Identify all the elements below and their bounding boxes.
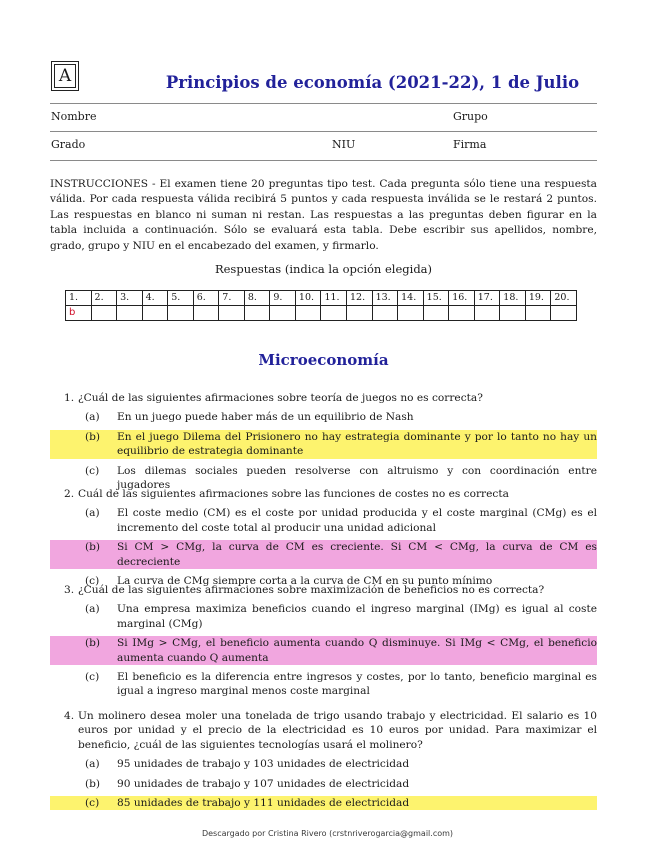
option-a: (a) En un juego puede haber más de un equilibrio de Nash [85, 411, 414, 424]
niu-label: NIU [332, 138, 356, 151]
option-c: (c) Los dilemas sociales pueden resolverse con altruismo y con coordinación entre jugadores [85, 464, 597, 492]
answers-table [65, 290, 577, 321]
exam-title: Principios de economía (2021-22), 1 de Julio [165, 73, 580, 92]
answer-value-cell[interactable] [474, 306, 500, 321]
grupo-label: Grupo [453, 110, 488, 123]
option-b-highlighted: (b) En el juego Dilema del Prisionero no hay estrategia dominante y por lo tanto no hay un equilibrio de estrategia dominante [50, 430, 597, 459]
answer-value-cell[interactable] [270, 306, 296, 321]
header-rule-middle [50, 131, 597, 132]
answer-number-cell: 19. [525, 291, 551, 306]
answer-value-cell[interactable] [423, 306, 449, 321]
answer-number-cell: 3. [117, 291, 143, 306]
firma-label: Firma [453, 138, 487, 151]
answers-caption: Respuestas (indica la opción elegida) [214, 262, 433, 276]
answer-number-cell: 5. [168, 291, 194, 306]
option-a: (a) Una empresa maximiza beneficios cuando el ingreso marginal (IMg) es igual al coste marginal (CMg) [85, 603, 597, 630]
answer-value-cell[interactable] [500, 306, 526, 321]
answer-value-cell[interactable] [219, 306, 245, 321]
answer-number-cell: 18. [500, 291, 526, 306]
section-title: Microeconomía [258, 351, 389, 369]
answer-number-cell: 10. [295, 291, 321, 306]
answer-number-cell: 16. [449, 291, 475, 306]
answer-number-cell: 7. [219, 291, 245, 306]
question-3 [50, 583, 597, 699]
question-4 [50, 709, 597, 810]
answer-value-cell[interactable] [321, 306, 347, 321]
answer-number-cell: 1. [66, 291, 92, 306]
question-text: 4. Un molinero desea moler una tonelada de trigo usando trabajo y electricidad. El salario es 10 euros por unidad y el precio de la electricidad es 10 euros por unidad. Para maximizar el beneficio, ¿cuál de las siguientes tecnologías usará el molinero? [64, 710, 597, 751]
answer-number-cell: 20. [551, 291, 577, 306]
option-c: (c) La curva de CMg siempre corta a la curva de CM en su punto mínimo [85, 575, 493, 588]
answer-value-cell[interactable] [372, 306, 398, 321]
option-b-highlighted: (b) Si CM > CMg, la curva de CM es creciente. Si CM < CMg, la curva de CM es decreciente [50, 540, 597, 569]
answer-value-cell[interactable] [398, 306, 424, 321]
option-c-highlighted: (c) 85 unidades de trabajo y 111 unidades de electricidad [50, 796, 597, 810]
answer-value-cell[interactable] [295, 306, 321, 321]
instructions-paragraph: INSTRUCCIONES - El examen tiene 20 preguntas tipo test. Cada pregunta sólo tiene una respuesta válida. Por cada respuesta válida recibirá 5 puntos y cada respuesta inválida se le restará 2 puntos. Las respuestas en blanco ni suman ni restan. Las respuestas a las preguntas deben figurar en la tabla incluida a continuación. Sólo se evaluará esta tabla. Debe escribir sus apellidos, nombre, grado, grupo y NIU en el encabezado del examen, y firmarlo. [50, 178, 597, 252]
answer-number-cell: 17. [474, 291, 500, 306]
download-footer: Descargado por Cristina Rivero (crstnriverogarcia@gmail.com) [201, 829, 454, 838]
answer-number-cell: 11. [321, 291, 347, 306]
question-text: 1. ¿Cuál de las siguientes afirmaciones sobre teoría de juegos no es correcta? [64, 392, 483, 404]
question-text: 3. ¿Cuál de las siguientes afirmaciones sobre maximización de beneficios no es correcta? [64, 584, 545, 596]
header-rule-top [50, 103, 597, 104]
answer-number-cell: 9. [270, 291, 296, 306]
answer-number-cell: 8. [244, 291, 270, 306]
exam-version-box [51, 61, 79, 91]
option-b: (b) 90 unidades de trabajo y 107 unidades de electricidad [85, 777, 410, 790]
answer-value-cell[interactable]: b [66, 306, 92, 321]
answer-value-cell[interactable] [244, 306, 270, 321]
answers-number-row [66, 291, 577, 306]
answer-value-cell[interactable] [142, 306, 168, 321]
answer-value-cell[interactable] [193, 306, 219, 321]
answer-value-cell[interactable] [168, 306, 194, 321]
answer-number-cell: 6. [193, 291, 219, 306]
option-b-highlighted: (b) Si IMg > CMg, el beneficio aumenta cuando Q disminuye. Si IMg < CMg, el beneficio aumenta cuando Q aumenta [50, 636, 597, 665]
answer-value-cell[interactable] [91, 306, 117, 321]
answer-number-cell: 15. [423, 291, 449, 306]
option-c: (c) El beneficio es la diferencia entre ingresos y costes, por lo tanto, beneficio marginal es igual a ingreso marginal menos coste marginal [85, 671, 597, 698]
question-text: 2. Cuál de las siguientes afirmaciones sobre las funciones de costes no es correcta [64, 488, 509, 500]
answer-value-cell[interactable] [117, 306, 143, 321]
answer-number-cell: 14. [398, 291, 424, 306]
grado-label: Grado [51, 138, 86, 151]
exam-version-letter: A [54, 64, 76, 88]
option-a: (a) 95 unidades de trabajo y 103 unidades de electricidad [85, 758, 410, 771]
answer-number-cell: 2. [91, 291, 117, 306]
question-1 [50, 391, 597, 492]
answer-value-cell[interactable] [449, 306, 475, 321]
option-a: (a) El coste medio (CM) es el coste por unidad producida y el coste marginal (CMg) es el incremento del coste total al producir una unidad adicional [85, 507, 597, 534]
answer-number-cell: 12. [347, 291, 373, 306]
answer-number-cell: 13. [372, 291, 398, 306]
answer-value-cell[interactable] [525, 306, 551, 321]
answer-value-cell[interactable] [347, 306, 373, 321]
answer-number-cell: 4. [142, 291, 168, 306]
header-rule-bottom [50, 160, 597, 161]
nombre-label: Nombre [51, 110, 97, 123]
question-2 [50, 487, 597, 588]
answers-value-row [66, 306, 577, 321]
answer-value-cell[interactable] [551, 306, 577, 321]
